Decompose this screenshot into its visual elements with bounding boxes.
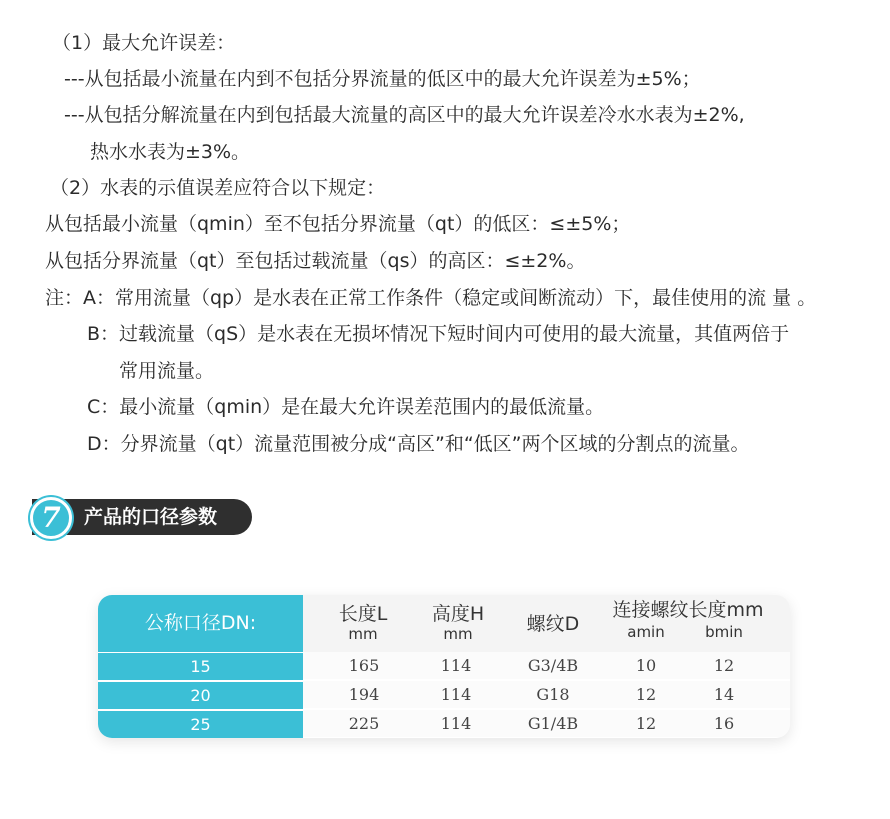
low-zone-error-text: ---从包括最小流量在内到不包括分界流量的低区中的最大允许误差为±5%；: [64, 68, 701, 90]
note-b-continued: 常用流量。: [119, 360, 215, 382]
dn-cell: 20: [98, 682, 303, 709]
hot-water-error-text: 热水水表为±3%。: [90, 141, 251, 163]
bmin-header: bmin: [705, 623, 743, 641]
length-cell: 225: [348, 714, 380, 733]
amin-header: amin: [627, 623, 665, 641]
dn-cell: 15: [98, 653, 303, 680]
height-cell: 114: [440, 656, 472, 675]
amin-cell: 12: [635, 714, 657, 733]
connector-header-label: 连接螺纹长度mm: [612, 599, 764, 621]
high-zone-rule: 从包括分界流量（qt）至包括过载流量（qs）的高区：≤±2%。: [45, 250, 586, 272]
thread-cell: G18: [536, 685, 570, 704]
dn-cell: 25: [98, 711, 303, 738]
bmin-cell: 16: [713, 714, 735, 733]
note-d: D：分界流量（qt）流量范围被分成“高区”和“低区”两个区域的分割点的流量。: [87, 433, 750, 455]
height-unit: mm: [443, 625, 473, 643]
amin-cell: 12: [635, 685, 657, 704]
length-unit: mm: [348, 625, 378, 643]
section-number-badge: 7: [30, 497, 72, 539]
thread-header: 螺纹D: [526, 613, 580, 635]
bmin-cell: 14: [713, 685, 735, 704]
height-cell: 114: [440, 685, 472, 704]
dn-header: 公称口径DN:: [98, 595, 303, 652]
indication-error-heading: （2）水表的示值误差应符合以下规定：: [50, 177, 386, 199]
height-header-label: 高度H: [431, 603, 485, 625]
amin-cell: 10: [635, 656, 657, 675]
length-header: [323, 603, 403, 643]
length-header-label: 长度L: [338, 603, 388, 625]
note-b: B：过载流量（qS）是水表在无损坏情况下短时间内可使用的最大流量，其值两倍于: [87, 323, 790, 345]
low-zone-rule: 从包括最小流量（qmin）至不包括分界流量（qt）的低区：≤±5%；: [45, 213, 631, 235]
height-cell: 114: [440, 714, 472, 733]
thread-cell: G1/4B: [527, 714, 579, 733]
length-cell: 194: [348, 685, 380, 704]
length-cell: 165: [348, 656, 380, 675]
bmin-cell: 12: [713, 656, 735, 675]
size-parameter-table: [98, 595, 790, 738]
error-limit-heading: （1）最大允许误差：: [52, 32, 236, 54]
note-c: C：最小流量（qmin）是在最大允许误差范围内的最低流量。: [87, 396, 605, 418]
note-a: 注：A：常用流量（qp）是水表在正常工作条件（稳定或间断流动）下，最佳使用的流 量 。: [45, 287, 817, 309]
high-zone-error-text: ---从包括分解流量在内到包括最大流量的高区中的最大允许误差冷水水表为±2%,: [64, 104, 745, 126]
thread-cell: G3/4B: [527, 656, 579, 675]
connector-header: [598, 599, 778, 641]
section-title: 产品的口径参数: [84, 506, 218, 528]
height-header: [416, 603, 500, 643]
